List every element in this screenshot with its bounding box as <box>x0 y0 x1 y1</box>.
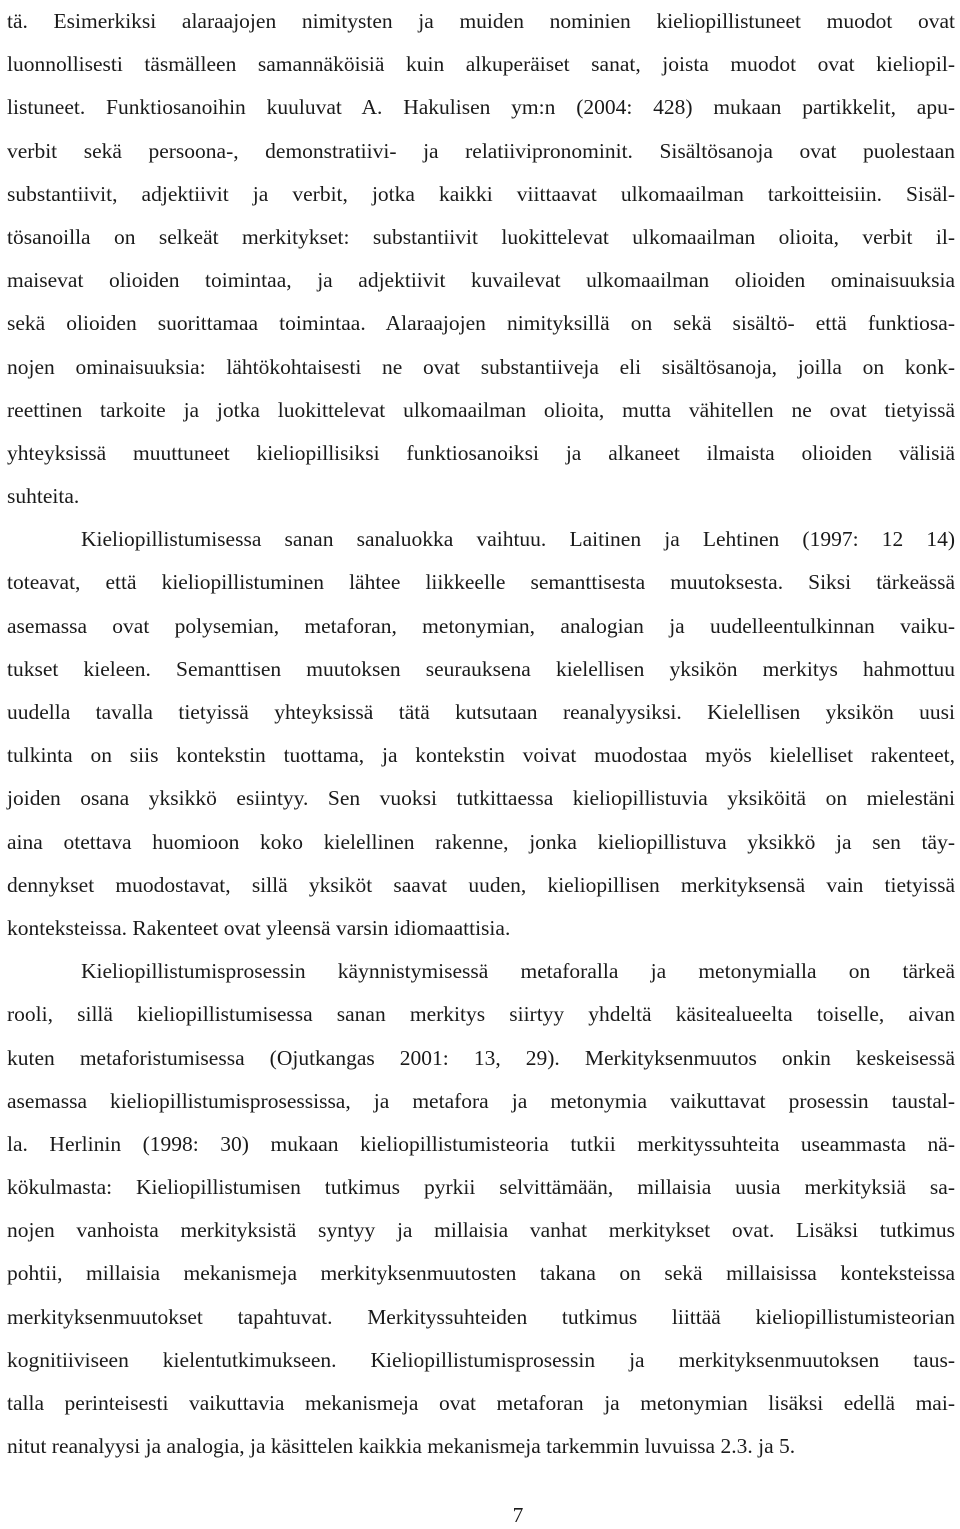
text-line: tulkinta on siis kontekstin tuottama, ja kontekstin voivat muodostaa myös kielelliset rakenteet, <box>7 743 955 768</box>
text-line: tukset kieleen. Semanttisen muutoksen seurauksena kielellisen yksikön merkitys hahmottuu <box>7 656 955 681</box>
text-line: yhteyksissä muuttuneet kieliopillisiksi funktiosanoiksi ja alkaneet ilmaista olioiden välisiä <box>7 440 955 465</box>
text-line: kökulmasta: Kieliopillistumisen tutkimus pyrkii selvittämään, millaisia uusia merkityksiä sa- <box>7 1175 955 1200</box>
text-line: nitut reanalyysi ja analogia, ja käsittelen kaikkia mekanismeja tarkemmin luvuissa 2.3. ja 5. <box>7 1434 796 1459</box>
text-line: nojen ominaisuuksia: lähtökohtaisesti ne ovat substantiiveja eli sisältösanoja, joilla on konk- <box>7 354 955 379</box>
text-line: maisevat olioiden toimintaa, ja adjektiivit kuvailevat ulkomaailman olioiden ominaisuuksia <box>7 268 955 293</box>
text-line: nojen vanhoista merkityksistä syntyy ja millaisia vanhat merkitykset ovat. Lisäksi tutkimus <box>7 1218 955 1243</box>
text-line: la. Herlinin (1998: 30) mukaan kieliopillistumisteoria tutkii merkityssuhteita useammasta nä- <box>7 1131 955 1156</box>
paragraph-first-line: Kieliopillistumisessa sanan sanaluokka vaihtuu. Laitinen ja Lehtinen (1997: 12 14) <box>81 527 955 552</box>
text-line: listuneet. Funktiosanoihin kuuluvat A. Hakulisen ym:n (2004: 428) mukaan partikkelit, apu- <box>7 95 955 120</box>
text-line: talla perinteisesti vaikuttavia mekanismeja ovat metaforan ja metonymian lisäksi edellä mai- <box>7 1391 955 1415</box>
text-line: verbit sekä persoona-, demonstratiivi- ja relatiivipronominit. Sisältösanoja ovat puolestaan <box>7 138 955 163</box>
text-line: merkityksenmuutokset tapahtuvat. Merkityssuhteiden tutkimus liittää kieliopillistumisteorian <box>7 1304 955 1329</box>
text-line: joiden osana yksikkö esiintyy. Sen vuoksi tutkittaessa kieliopillistuvia yksiköitä on mielestäni <box>7 786 955 811</box>
text-line: sekä olioiden suorittamaa toimintaa. Alaraajojen nimityksillä on sekä sisältö- että funktiosa- <box>7 311 955 336</box>
text-line: pohtii, millaisia mekanismeja merkityksenmuutosten takana on sekä millaisissa konteksteissa <box>7 1261 955 1286</box>
text-line: reettinen tarkoite ja jotka luokittelevat ulkomaailman olioita, mutta vähitellen ne ovat tietyissä <box>7 397 955 422</box>
text-line: asemassa ovat polysemian, metaforan, metonymian, analogian ja uudelleentulkinnan vaiku- <box>7 613 955 638</box>
text-line: substantiivit, adjektiivit ja verbit, jotka kaikki viittaavat ulkomaailman tarkoitteisiin. Sisäl- <box>7 181 955 206</box>
text-line: dennykset muodostavat, sillä yksiköt saavat uuden, kieliopillisen merkityksensä vain tietyissä <box>7 872 955 897</box>
text-line: asemassa kieliopillistumisprosessissa, ja metafora ja metonymia vaikuttavat prosessin taustal- <box>7 1088 955 1113</box>
text-line: konteksteissa. Rakenteet ovat yleensä varsin idiomaattisia. <box>7 915 511 940</box>
text-line: luonnollisesti täsmälleen samannäköisiä kuin alkuperäiset sanat, joista muodot ovat kieliopil- <box>7 52 955 77</box>
text-line: kuten metaforistumisessa (Ojutkangas 2001: 13, 29). Merkityksenmuutos onkin keskeisessä <box>7 1045 955 1070</box>
text-line: toteavat, että kieliopillistuminen lähtee liikkeelle semanttisesta muutoksesta. Siksi tärkeässä <box>7 570 955 595</box>
text-line: uudella tavalla tietyissä yhteyksissä tätä kutsutaan reanalyysiksi. Kielellisen yksikön uusi <box>7 700 955 724</box>
page-number: 7 <box>512 1503 524 1527</box>
text-line: aina otettava huomioon koko kielellinen rakenne, jonka kieliopillistuva yksikkö ja sen täy- <box>7 829 955 854</box>
text-line: tösanoilla on selkeät merkitykset: substantiivit luokittelevat ulkomaailman olioita, verbit il- <box>7 224 955 249</box>
text-line: suhteita. <box>7 484 80 509</box>
paragraph-first-line: Kieliopillistumisprosessin käynnistymisessä metaforalla ja metonymialla on tärkeä <box>81 959 955 984</box>
text-line: kognitiiviseen kielentutkimukseen. Kieliopillistumisprosessin ja merkityksenmuutoksen taus- <box>7 1347 955 1372</box>
text-line: tä. Esimerkiksi alaraajojen nimitysten ja muiden nominien kieliopillistuneet muodot ovat <box>7 9 955 33</box>
body-text <box>7 0 955 1468</box>
text-line: rooli, sillä kieliopillistumisessa sanan merkitys siirtyy yhdeltä käsitealueelta toiselle, aivan <box>7 1002 955 1027</box>
